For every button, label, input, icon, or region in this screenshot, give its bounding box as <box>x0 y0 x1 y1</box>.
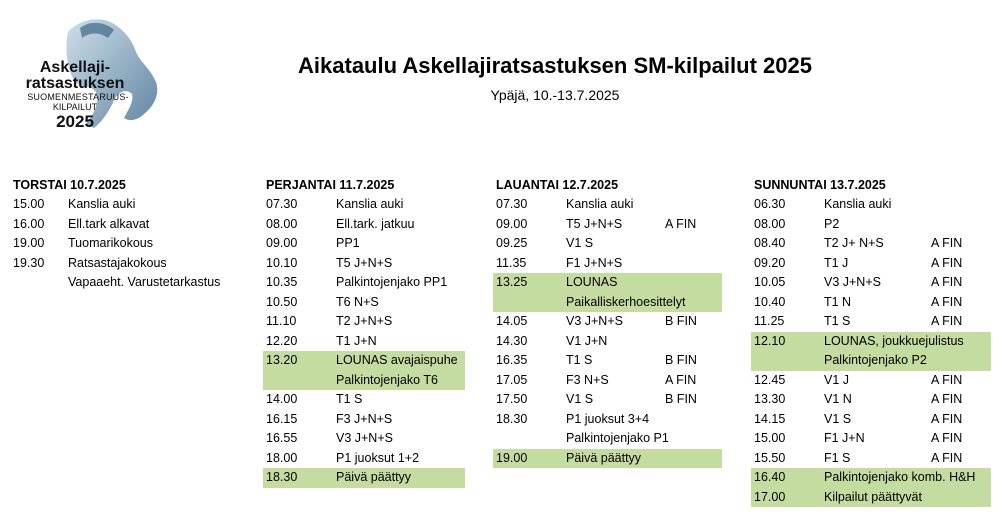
schedule-event: V1 S <box>824 411 852 426</box>
schedule-time: 12.45 <box>754 372 786 387</box>
schedule-event: F1 S <box>824 450 851 465</box>
schedule-row <box>751 312 991 332</box>
day-column-friday <box>263 175 465 488</box>
logo-text-line-1: Askellaji- <box>39 59 111 76</box>
schedule-time: 18.30 <box>496 411 528 426</box>
schedule-time: 09.00 <box>496 216 528 231</box>
schedule-time: 07.30 <box>266 197 298 211</box>
schedule-row <box>493 293 722 313</box>
schedule-event: Kanslia auki <box>566 197 634 211</box>
schedule-row <box>493 273 722 293</box>
schedule-event: V1 J+N <box>566 333 608 348</box>
schedule-class: A FIN <box>931 372 963 387</box>
schedule-class: A FIN <box>931 275 963 289</box>
schedule-class: A FIN <box>931 255 963 270</box>
schedule-row <box>10 273 250 293</box>
schedule-class: A FIN <box>931 450 963 465</box>
schedule-event: Palkintojenjako komb. H&H <box>824 470 976 484</box>
schedule-row <box>10 215 250 235</box>
schedule-row <box>751 254 991 274</box>
schedule-event: T1 J <box>824 255 849 270</box>
schedule-row <box>263 390 465 410</box>
schedule-time: 10.05 <box>754 275 786 289</box>
logo-text-line-4: KILPAILUT <box>52 102 98 112</box>
schedule-class: A FIN <box>665 372 697 387</box>
schedule-event: V1 J <box>824 372 850 387</box>
schedule-row <box>263 234 465 254</box>
schedule-time: 16.55 <box>266 431 298 445</box>
schedule-row <box>263 410 465 430</box>
schedule-event: Ell.tark alkavat <box>68 216 150 231</box>
schedule-row <box>493 410 722 430</box>
schedule-time: 14.00 <box>266 392 298 406</box>
schedule-time: 10.40 <box>754 294 786 309</box>
day-title: TORSTAI 10.7.2025 <box>13 178 126 192</box>
schedule-event: V1 S <box>566 236 594 250</box>
day-column-sunday <box>751 175 991 507</box>
schedule-event: Palkintojenjako P2 <box>824 353 927 367</box>
schedule-class: A FIN <box>931 294 963 309</box>
schedule-time: 12.10 <box>754 333 786 348</box>
schedule-time: 16.00 <box>13 216 45 231</box>
schedule-class: A FIN <box>665 216 697 231</box>
schedule-time: 11.10 <box>266 314 297 328</box>
schedule-class: B FIN <box>665 353 697 367</box>
schedule-row <box>493 429 722 449</box>
schedule-row <box>751 351 991 371</box>
schedule-time: 18.00 <box>266 450 298 465</box>
schedule-event: P2 <box>824 216 840 231</box>
schedule-row <box>751 468 991 488</box>
schedule-row <box>493 332 722 352</box>
schedule-event: T1 S <box>824 314 851 328</box>
event-logo <box>10 10 170 140</box>
schedule-row <box>751 371 991 391</box>
schedule-event: Palkintojenjako T6 <box>336 372 438 387</box>
day-column-thursday <box>10 175 250 293</box>
schedule-time: 14.15 <box>754 411 786 426</box>
schedule-row <box>751 449 991 469</box>
schedule-time: 08.00 <box>754 216 786 231</box>
schedule-event: F1 J+N+S <box>566 255 623 270</box>
schedule-class: A FIN <box>931 236 963 250</box>
schedule-event: Tuomarikokous <box>68 236 153 250</box>
schedule-row <box>751 195 991 215</box>
schedule-row <box>493 371 722 391</box>
schedule-time: 16.35 <box>496 353 528 367</box>
schedule-event: V3 J+N+S <box>336 431 393 445</box>
schedule-event: V1 N <box>824 392 852 406</box>
schedule-event: T1 N <box>824 294 852 309</box>
schedule-class: A FIN <box>931 411 963 426</box>
schedule-row <box>751 234 991 254</box>
schedule-time: 15.00 <box>754 431 786 445</box>
schedule-event: PP1 <box>336 236 360 250</box>
schedule-time: 08.00 <box>266 216 298 231</box>
schedule-row <box>493 390 722 410</box>
schedule-row <box>751 293 991 313</box>
schedule-event: Vapaaeht. Varustetarkastus <box>68 275 221 289</box>
schedule-time: 17.05 <box>496 372 528 387</box>
schedule-time: 10.10 <box>266 255 298 270</box>
schedule-event: T5 J+N+S <box>566 216 623 231</box>
schedule-time: 17.00 <box>754 489 786 504</box>
schedule-time: 14.05 <box>496 314 528 328</box>
schedule-row <box>10 195 250 215</box>
schedule-time: 15.00 <box>13 197 45 211</box>
schedule-row <box>493 254 722 274</box>
schedule-event: LOUNAS, joukkuejulistus <box>824 333 964 348</box>
schedule-event: Ell.tark. jatkuu <box>336 216 415 231</box>
schedule-time: 18.30 <box>266 470 298 484</box>
schedule-row <box>263 312 465 332</box>
schedule-time: 17.50 <box>496 392 528 406</box>
schedule-row <box>263 429 465 449</box>
schedule-row <box>10 254 250 274</box>
logo-year: 2025 <box>56 112 94 131</box>
schedule-row <box>263 293 465 313</box>
schedule-time: 10.35 <box>266 275 298 289</box>
schedule-event: Kanslia auki <box>824 197 892 211</box>
schedule-row <box>751 332 991 352</box>
schedule-event: Palkintojenjako PP1 <box>336 275 448 289</box>
schedule-class: B FIN <box>665 314 697 328</box>
schedule-event: LOUNAS avajaispuhe <box>336 353 458 367</box>
schedule-row <box>751 429 991 449</box>
day-title: LAUANTAI 12.7.2025 <box>496 178 619 192</box>
schedule-row <box>263 273 465 293</box>
schedule-row <box>263 468 465 488</box>
schedule-event: Paikalliskerhoesittelyt <box>566 294 686 309</box>
day-column-saturday <box>493 175 722 468</box>
schedule-time: 13.25 <box>496 275 528 289</box>
logo-text-line-2: ratsastuksen <box>25 75 125 92</box>
schedule-row <box>263 351 465 371</box>
schedule-row <box>263 332 465 352</box>
page-title: Aikataulu Askellajiratsastuksen SM-kilpailut 2025 <box>298 53 812 78</box>
schedule-event: F3 J+N+S <box>336 411 393 426</box>
schedule-row <box>493 195 722 215</box>
schedule-row <box>751 410 991 430</box>
schedule-class: A FIN <box>931 314 963 328</box>
schedule-time: 10.50 <box>266 294 298 309</box>
schedule-time: 13.20 <box>266 353 298 367</box>
schedule-event: Kanslia auki <box>68 197 136 211</box>
schedule-time: 09.00 <box>266 236 298 250</box>
schedule-time: 14.30 <box>496 333 528 348</box>
schedule-time: 15.50 <box>754 450 786 465</box>
schedule-time: 06.30 <box>754 197 786 211</box>
schedule-event: V3 J+N+S <box>824 275 881 289</box>
schedule-time: 11.25 <box>754 314 785 328</box>
schedule-row <box>263 371 465 391</box>
day-title: SUNNUNTAI 13.7.2025 <box>754 178 886 192</box>
schedule-event: T2 J+N+S <box>336 314 393 328</box>
schedule-time: 12.20 <box>266 333 298 348</box>
schedule-event: F1 J+N <box>824 431 865 445</box>
schedule-row <box>751 390 991 410</box>
schedule-event: F3 N+S <box>566 372 609 387</box>
schedule-row <box>263 449 465 469</box>
schedule-class: A FIN <box>931 392 963 406</box>
logo-text-line-3: SUOMENMESTARUUS- <box>27 92 129 102</box>
schedule-event: T2 J+ N+S <box>824 236 884 250</box>
schedule-time: 19.00 <box>496 450 528 465</box>
schedule-row <box>10 234 250 254</box>
schedule-time: 16.15 <box>266 411 298 426</box>
schedule-time: 19.00 <box>13 236 45 250</box>
schedule-event: V3 J+N+S <box>566 314 623 328</box>
schedule-event: T5 J+N+S <box>336 255 393 270</box>
schedule-time: 19.30 <box>13 255 45 270</box>
schedule-row <box>751 273 991 293</box>
schedule-time: 11.35 <box>496 255 527 270</box>
schedule-row <box>493 449 722 469</box>
schedule-time: 09.20 <box>754 255 786 270</box>
schedule-row <box>493 234 722 254</box>
schedule-event: Päivä päättyy <box>566 450 642 465</box>
schedule-event: T1 S <box>566 353 593 367</box>
schedule-class: A FIN <box>931 431 963 445</box>
schedule-event: P1 juoksut 1+2 <box>336 450 420 465</box>
schedule-event: Ratsastajakokous <box>68 255 167 270</box>
schedule-event: LOUNAS <box>566 275 618 289</box>
schedule-time: 08.40 <box>754 236 786 250</box>
schedule-row <box>263 215 465 235</box>
schedule-event: Päivä päättyy <box>336 470 412 484</box>
schedule-row <box>493 312 722 332</box>
schedule-time: 09.25 <box>496 236 528 250</box>
schedule-event: T6 N+S <box>336 294 379 309</box>
schedule-event: T1 S <box>336 392 363 406</box>
schedule-event: V1 S <box>566 392 594 406</box>
schedule-event: Kilpailut päättyvät <box>824 489 922 504</box>
schedule-time: 07.30 <box>496 197 528 211</box>
schedule-event: Kanslia auki <box>336 197 404 211</box>
schedule-event: P1 juoksut 3+4 <box>566 411 650 426</box>
schedule-time: 16.40 <box>754 470 786 484</box>
page-subtitle: Ypäjä, 10.-13.7.2025 <box>490 87 620 103</box>
schedule-event: Palkintojenjako P1 <box>566 431 669 445</box>
schedule-row <box>493 351 722 371</box>
schedule-row <box>751 215 991 235</box>
schedule-row <box>263 254 465 274</box>
day-title: PERJANTAI 11.7.2025 <box>266 178 395 192</box>
schedule-event: T1 J+N <box>336 333 377 348</box>
schedule-row <box>263 195 465 215</box>
schedule-row <box>493 215 722 235</box>
schedule-row <box>751 488 991 508</box>
schedule-class: B FIN <box>665 392 697 406</box>
schedule-time: 13.30 <box>754 392 786 406</box>
